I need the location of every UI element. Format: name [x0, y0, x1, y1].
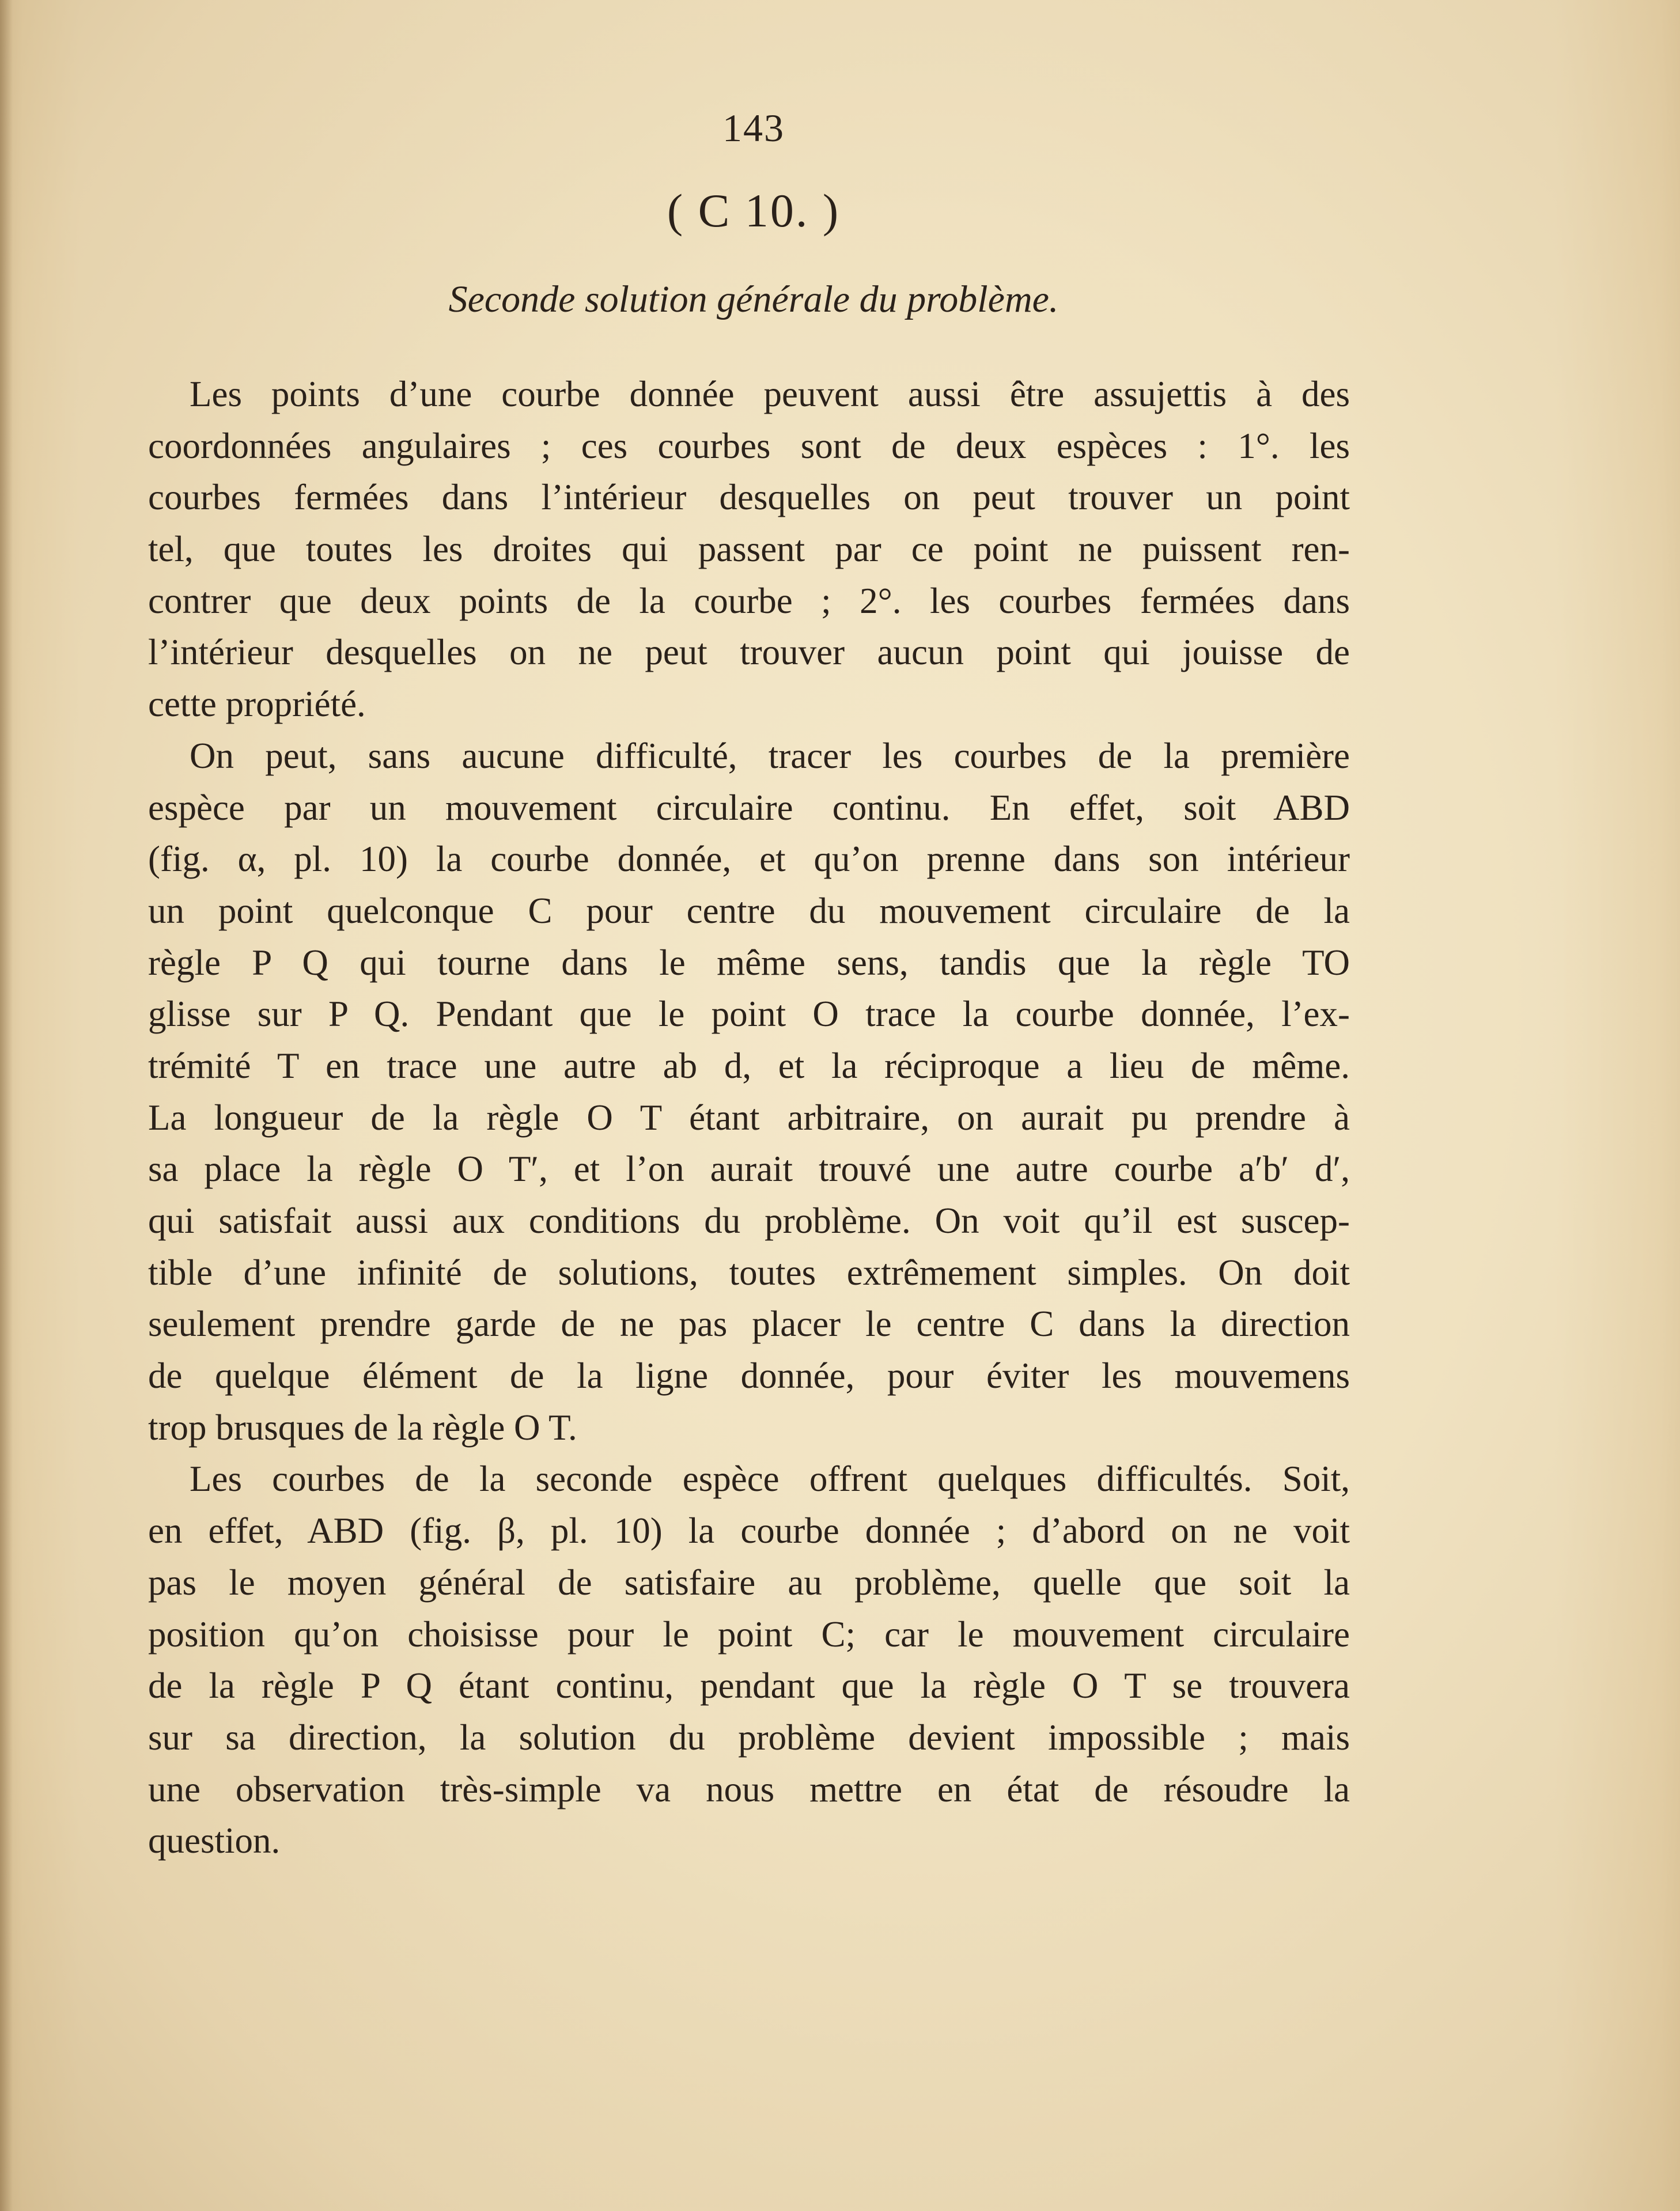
text-line: tible d’une infinité de solutions, toutes extrêmement simples. On doit	[148, 1252, 1350, 1293]
text-line: position qu’on choisisse pour le point C; car le mouvement circulaire	[148, 1614, 1350, 1655]
page-number: 143	[722, 106, 785, 150]
text-line: Les points d’une courbe donnée peuvent aussi être assujettis à des	[190, 374, 1350, 414]
text-line: La longueur de la règle O T étant arbitraire, on aurait pu prendre à	[148, 1097, 1350, 1138]
paragraph-1	[148, 369, 1350, 730]
paragraph-3	[148, 1453, 1350, 1867]
text-line: sur sa direction, la solution du problème devient impossible ; mais	[148, 1717, 1350, 1758]
text-line: seulement prendre garde de ne pas placer le centre C dans la direction	[148, 1304, 1350, 1345]
text-line: contrer que deux points de la courbe ; 2°. les courbes fermées dans	[148, 580, 1350, 621]
text-line: qui satisfait aussi aux conditions du problème. On voit qu’il est suscep-	[148, 1201, 1350, 1241]
text-line: cette propriété.	[148, 684, 366, 725]
binding-shadow	[0, 0, 13, 2211]
text-line: On peut, sans aucune difficulté, tracer les courbes de la première	[190, 735, 1350, 776]
text-line: Les courbes de la seconde espèce offrent quelques difficultés. Soit,	[190, 1459, 1350, 1500]
text-line: courbes fermées dans l’intérieur desquelles on peut trouver un point	[148, 477, 1350, 518]
paragraph-2	[148, 730, 1350, 1454]
text-line: glisse sur P Q. Pendant que le point O trace la courbe donnée, l’ex-	[148, 994, 1350, 1035]
text-line: trémité T en trace une autre ab d, et la réciproque a lieu de même.	[148, 1045, 1350, 1086]
text-line: sa place la règle O T′, et l’on aurait trouvé une autre courbe a′b′ d′,	[148, 1149, 1350, 1190]
text-line: en effet, ABD (fig. β, pl. 10) la courbe donnée ; d’abord on ne voit	[148, 1510, 1350, 1551]
text-line: de quelque élément de la ligne donnée, pour éviter les mouvemens	[148, 1356, 1350, 1396]
text-line: espèce par un mouvement circulaire continu. En effet, soit ABD	[148, 787, 1350, 828]
section-label: ( C 10. )	[667, 184, 841, 237]
text-line: coordonnées angulaires ; ces courbes sont de deux espèces : 1°. les	[148, 425, 1350, 466]
text-line: tel, que toutes les droites qui passent par ce point ne puissent ren-	[148, 529, 1350, 570]
text-line: trop brusques de la règle O T.	[148, 1407, 577, 1448]
text-line: (fig. α, pl. 10) la courbe donnée, et qu’on prenne dans son intérieur	[148, 839, 1350, 880]
text-line: règle P Q qui tourne dans le même sens, tandis que la règle TO	[148, 942, 1350, 983]
body-text	[148, 369, 1350, 1867]
text-line: un point quelconque C pour centre du mouvement circulaire de la	[148, 890, 1350, 931]
text-line: pas le moyen général de satisfaire au problème, quelle que soit la	[148, 1562, 1350, 1603]
text-line: de la règle P Q étant continu, pendant que la règle O T se trouvera	[148, 1665, 1350, 1706]
text-line: question.	[148, 1820, 281, 1861]
text-line: une observation très-simple va nous mettre en état de résoudre la	[148, 1769, 1350, 1809]
section-title: Seconde solution générale du problème.	[448, 278, 1059, 320]
text-line: l’intérieur desquelles on ne peut trouver aucun point qui jouisse de	[148, 632, 1350, 673]
